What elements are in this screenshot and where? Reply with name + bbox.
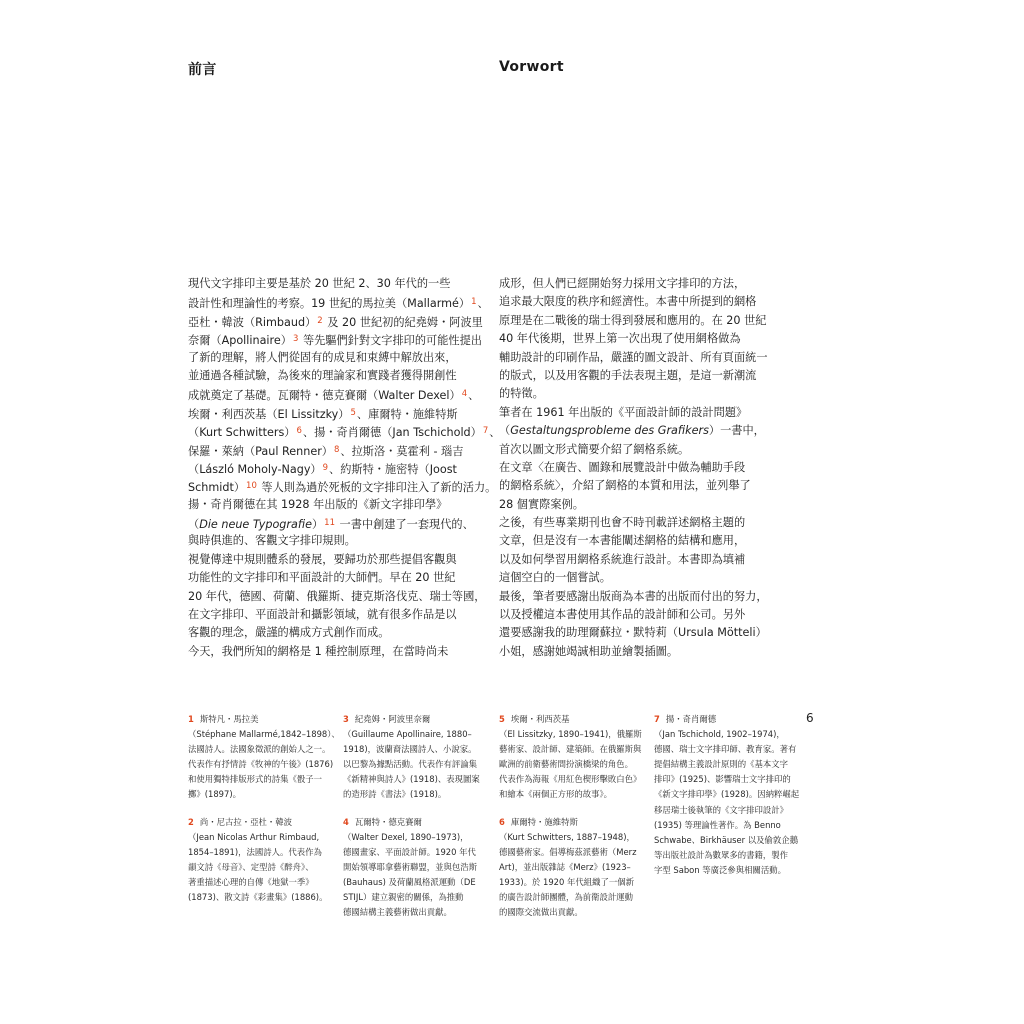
footnote-title: 揚・奇肖爾德 (665, 714, 717, 724)
text-run: ）一書中， (708, 424, 765, 438)
footnote-line: 提倡結構主義設計原則的《基本文字 (654, 759, 788, 770)
footnote-line: (1935) 等理論性著作。為 Benno (654, 819, 781, 830)
body-line (499, 293, 829, 311)
body-line (499, 404, 829, 422)
footnote-header (188, 815, 338, 830)
footnote-header (499, 712, 649, 727)
footnote-line: 德國、瑞士文字排印師、教育家。著有 (654, 744, 797, 755)
body-line (499, 367, 829, 385)
footnote-line: （Jan Tschichold, 1902–1974)， (654, 729, 785, 740)
body-line (188, 459, 518, 477)
text-run: 首次以圖文形式簡要介紹了網格系統。 (499, 442, 690, 456)
body-line (499, 275, 829, 293)
footnote-line: 著重描述心理的自傳《地獄一季》 (188, 876, 314, 887)
footnote (499, 712, 649, 803)
footnote-line: 法國詩人。法國象徵派的創始人之一。 (188, 744, 331, 755)
text-run: 今天，我們所知的網格是 1 種控制原理，在當時尚未 (188, 644, 449, 658)
text-run: 、 (477, 297, 489, 311)
footnote-ref: 10 (246, 481, 257, 492)
footnote-number: 6 (499, 816, 505, 827)
text-run: 埃爾・利西茨基（El Lissitzky） (188, 407, 350, 421)
text-run: 保羅・萊納（Paul Renner） (188, 444, 333, 458)
footnote (188, 815, 338, 906)
text-run: 還要感謝我的助理爾蘇拉・默特莉（Ursula Mötteli） (499, 626, 767, 640)
body-line (188, 349, 518, 367)
text-run: 一書中創建了一套現代的、 (336, 518, 474, 532)
footnote (343, 815, 493, 921)
footnote (188, 712, 338, 803)
footnote-title: 斯特凡・馬拉美 (199, 714, 259, 724)
body-line (499, 624, 829, 642)
body-line (188, 496, 518, 514)
footnote-line: 德國藝術家。倡導梅茲派藝術（Merz (499, 846, 637, 857)
footnote-line: 移居瑞士後執筆的《文字排印設計》 (654, 804, 788, 815)
footnote-line: STIJL）建立親密的關係，為推動 (343, 892, 464, 903)
body-line (499, 441, 829, 459)
footnote-number: 3 (343, 714, 349, 724)
footnote-line: 代表作為海報《用紅色楔形擊敗白色》 (499, 774, 642, 785)
body-line (188, 606, 518, 624)
footnote-header (188, 712, 338, 727)
footnote-title: 埃爾・利西茨基 (510, 714, 570, 724)
footnote-line: 代表作有抒情詩《牧神的午後》(1876) (188, 759, 334, 770)
footnote-line: 的國際交流做出貢獻。 (499, 907, 583, 918)
footnote-number: 5 (499, 714, 505, 724)
footnote-line: (1873)、散文詩《彩畫集》(1886)。 (188, 892, 328, 903)
body-line (499, 330, 829, 348)
footnote-line: 1933)。於 1920 年代組織了一個新 (499, 876, 634, 887)
body-line (499, 496, 829, 514)
footnote-title: 庫爾特・施維特斯 (510, 816, 578, 827)
text-run: 、庫爾特・施維特斯 (356, 407, 458, 421)
footnote-ref: 5 (350, 407, 356, 418)
footnote-column-3 (499, 712, 649, 932)
text-run: （ (188, 518, 200, 532)
footnote-number: 7 (654, 714, 660, 724)
body-line (188, 532, 518, 550)
body-line (188, 514, 518, 532)
footnote-line: 韻文詩《母音》、定型詩《醉舟》、 (188, 861, 314, 872)
footnote-ref: 1 (471, 297, 477, 308)
body-line (499, 643, 829, 661)
text-run: 的特徵。 (499, 387, 544, 401)
footnote-number: 1 (188, 714, 194, 724)
text-run: 現代文字排印主要是基於 20 世紀 2、30 年代的一些 (188, 277, 451, 290)
footnote-line: （Kurt Schwitters, 1887–1948)， (499, 831, 635, 842)
footnote-line: 《新精神與詩人》(1918)、表現圖案 (343, 774, 480, 785)
text-run: （Kurt Schwitters） (188, 426, 296, 440)
text-run: 成形，但人們已經開始努力採用文字排印的方法， (499, 277, 746, 290)
footnote-line: （El Lissitzky, 1890–1941)，俄羅斯 (499, 729, 642, 740)
body-line (499, 349, 829, 367)
footnote (654, 712, 804, 878)
footnote-number: 2 (188, 816, 194, 827)
body-line (188, 312, 518, 330)
footnote-column-2 (343, 712, 493, 932)
footnote-line: 德國畫家、平面設計師。1920 年代 (343, 846, 476, 857)
text-run: （László Moholy-Nagy） (188, 462, 322, 476)
body-line (499, 422, 829, 440)
body-line (188, 422, 518, 440)
footnote-line: 德國結構主義藝術做出貢獻。 (343, 907, 452, 918)
footnote-line: 等出版社設計為數眾多的書籍，製作 (654, 849, 788, 860)
text-run: 20 年代，德國、荷蘭、俄羅斯、捷克斯洛伐克、瑞士等國， (188, 589, 486, 603)
footnote-title: 尚・尼古拉・亞杜・韓波 (199, 816, 292, 827)
text-run: Schmidt） (188, 481, 246, 495)
text-run: 設計性和理論性的考察。19 世紀的馬拉美（Mallarmé） (188, 297, 471, 311)
footnote-line: （Stéphane Mallarmé,1842–1898）、 (188, 729, 340, 740)
footnote-line: （Walter Dexel, 1890–1973)， (343, 831, 469, 842)
footnote-line: 和繪本《兩個正方形的故事》。 (499, 789, 613, 800)
footnote-ref: 6 (296, 426, 302, 437)
footnote-header (654, 712, 804, 727)
footnote-line: (Bauhaus) 及荷蘭風格派運動（DE (343, 876, 476, 887)
body-line (188, 385, 518, 403)
body-line (499, 606, 829, 624)
body-line (188, 275, 518, 293)
text-run: 小姐，感謝她竭誠相助並繪製插圖。 (499, 644, 679, 658)
text-run: 28 個實際案例。 (499, 497, 584, 511)
footnote-line: 的造形詩《書法》(1918)。 (343, 789, 447, 800)
body-line (499, 312, 829, 330)
text-run: 並通過各種試驗，為後來的理論家和實踐者獲得開創性 (188, 368, 457, 382)
text-run: 亞杜・韓波（Rimbaud） (188, 315, 317, 329)
text-run: 以及授權這本書使用其作品的設計師和公司。另外 (499, 608, 746, 622)
italic-title: Gestaltungsprobleme des Grafikers (510, 424, 709, 438)
footnote-ref: 11 (324, 518, 335, 529)
text-run: 揚・奇肖爾德在其 1928 年出版的《新文字排印學》 (188, 497, 448, 511)
footnote-line: 歐洲的前衛藝術間扮演橋梁的角色。 (499, 759, 633, 770)
text-run: 、約斯特・施密特（Joost (329, 462, 457, 476)
footnote-ref: 2 (317, 315, 323, 326)
body-line (499, 532, 829, 550)
footnote-line: 1854–1891)，法國詩人。代表作為 (188, 846, 322, 857)
text-run: 成就奠定了基礎。瓦爾特・德克賽爾（Walter Dexel） (188, 389, 461, 403)
text-run: ） (311, 518, 324, 532)
footnote-column-1 (188, 712, 338, 917)
body-line (188, 624, 518, 642)
footnote-line: 《新文字排印學》(1928)。因納粹崛起 (654, 789, 800, 800)
text-run: 奈爾（Apollinaire） (188, 334, 292, 348)
text-run: 及 20 世紀初的紀堯姆・阿波里 (323, 315, 483, 329)
footnote-ref: 8 (333, 444, 340, 455)
text-run: 在文字排印、平面設計和攝影領域，就有很多作品是以 (188, 608, 457, 622)
text-run: 、 (489, 426, 501, 440)
heading-right: Vorwort (499, 59, 564, 75)
body-line (188, 643, 518, 661)
footnote-line: Art)，並出版雜誌《Merz》(1923– (499, 861, 631, 872)
text-run: 追求最大限度的秩序和經濟性。本書中所提到的網格 (499, 295, 757, 309)
text-run: 等人則為過於死板的文字排印注入了新的活力。 (257, 481, 497, 495)
text-run: 以及如何學習用網格系統進行設計。本書即為填補 (499, 552, 746, 566)
footnote-line: 擲》(1897)。 (188, 789, 241, 800)
text-run: 在文章〈在廣告、圖錄和展覽設計中做為輔助手段 (499, 460, 746, 474)
body-line (499, 459, 829, 477)
body-line (188, 477, 518, 495)
body-line (188, 293, 518, 311)
footnote-line: 1918)，波蘭裔法國詩人、小說家。 (343, 744, 477, 755)
body-line (188, 551, 518, 569)
body-line (188, 404, 518, 422)
text-run: 了新的理解，將人們從固有的成見和束縛中解放出來， (188, 350, 457, 364)
footnote (499, 815, 649, 921)
text-run: 這個空白的一個嘗試。 (499, 571, 611, 585)
body-line (188, 441, 518, 459)
text-run: 原理是在二戰後的瑞士得到發展和應用的。在 20 世紀 (499, 313, 767, 327)
text-run: 客觀的理念，嚴謹的構成方式創作而成。 (188, 626, 390, 640)
body-line (188, 569, 518, 587)
body-line (499, 569, 829, 587)
text-run: （ (499, 424, 511, 438)
footnote-header (343, 712, 493, 727)
footnote-line: Schwabe、Birkhäuser 以及偷敦企鵝 (654, 834, 799, 845)
text-run: 輔助設計的印刷作品，嚴謹的圖文設計、所有頁面統一 (499, 350, 768, 364)
footnote-line: 開始領導耶拿藝術聯盟，並與包浩斯 (343, 861, 477, 872)
footnote-line: 藝術家、設計師、建築師。在俄羅斯與 (499, 744, 642, 755)
footnote-title: 紀堯姆・阿波里奈爾 (354, 714, 431, 724)
text-run: 、 (468, 389, 480, 403)
footnote-line: 字型 Sabon 等廣泛參與相關活動。 (654, 864, 787, 875)
heading-left: 前言 (188, 62, 217, 78)
text-run: 40 年代後期，世界上第一次出現了使用網格做為 (499, 332, 741, 346)
footnote-header (499, 815, 649, 830)
body-column-left (188, 275, 518, 661)
text-run: 、拉斯洛・莫霍利 - 瑙吉 (340, 444, 464, 458)
footnote (343, 712, 493, 803)
text-run: 與時俱進的、客觀文字排印規則。 (188, 534, 356, 548)
footnote-line: 排印》(1925)、影響瑞士文字排印的 (654, 774, 791, 785)
text-run: 筆者在 1961 年出版的《平面設計師的設計問題》 (499, 405, 748, 419)
italic-title: Die neue Typografie (199, 518, 312, 532)
footnote-ref: 7 (482, 426, 489, 437)
body-line (499, 588, 829, 606)
text-run: 最後，筆者要感謝出版商為本書的出版而付出的努力， (499, 589, 768, 603)
text-run: 文章，但是沒有一本書能闡述網格的結構和應用， (499, 534, 746, 548)
footnote-ref: 9 (322, 462, 329, 473)
footnote-number: 4 (343, 816, 349, 827)
body-line (499, 514, 829, 532)
footnote-header (343, 815, 493, 830)
text-run: 的版式，以及用客觀的手法表現主題，是這一新潮流 (499, 368, 757, 382)
footnote-column-4 (654, 712, 804, 890)
footnote-title: 瓦爾特・德克賽爾 (354, 816, 422, 827)
body-line (499, 385, 829, 403)
text-run: 、揚・奇肖爾德（Jan Tschichold） (302, 426, 482, 440)
body-line (188, 367, 518, 385)
text-run: 視覺傳達中規則體系的發展，要歸功於那些提倡客觀與 (188, 552, 457, 566)
body-line (499, 477, 829, 495)
footnote-ref: 3 (292, 334, 299, 345)
text-run: 的網格系統〉，介紹了網格的本質和用法，並列舉了 (499, 479, 751, 493)
text-run: 功能性的文字排印和平面設計的大師們。早在 20 世紀 (188, 571, 456, 585)
footnote-line: （Guillaume Apollinaire, 1880– (343, 729, 472, 740)
body-line (499, 551, 829, 569)
page-number: 6 (806, 711, 814, 725)
text-run: 等先驅們針對文字排印的可能性提出 (299, 334, 482, 348)
footnote-line: （Jean Nicolas Arthur Rimbaud, (188, 831, 320, 842)
footnote-line: 和使用獨特排版形式的詩集《骰子一 (188, 774, 322, 785)
footnote-ref: 4 (461, 389, 468, 400)
body-line (188, 588, 518, 606)
body-line (188, 330, 518, 348)
body-column-right (499, 275, 829, 661)
footnote-line: 以巴黎為據點活動。代表作有評論集 (343, 759, 477, 770)
text-run: 之後，有些專業期刊也會不時刊載詳述網格主題的 (499, 516, 746, 530)
footnote-line: 的廣告設計師團體，為前衛設計運動 (499, 892, 633, 903)
